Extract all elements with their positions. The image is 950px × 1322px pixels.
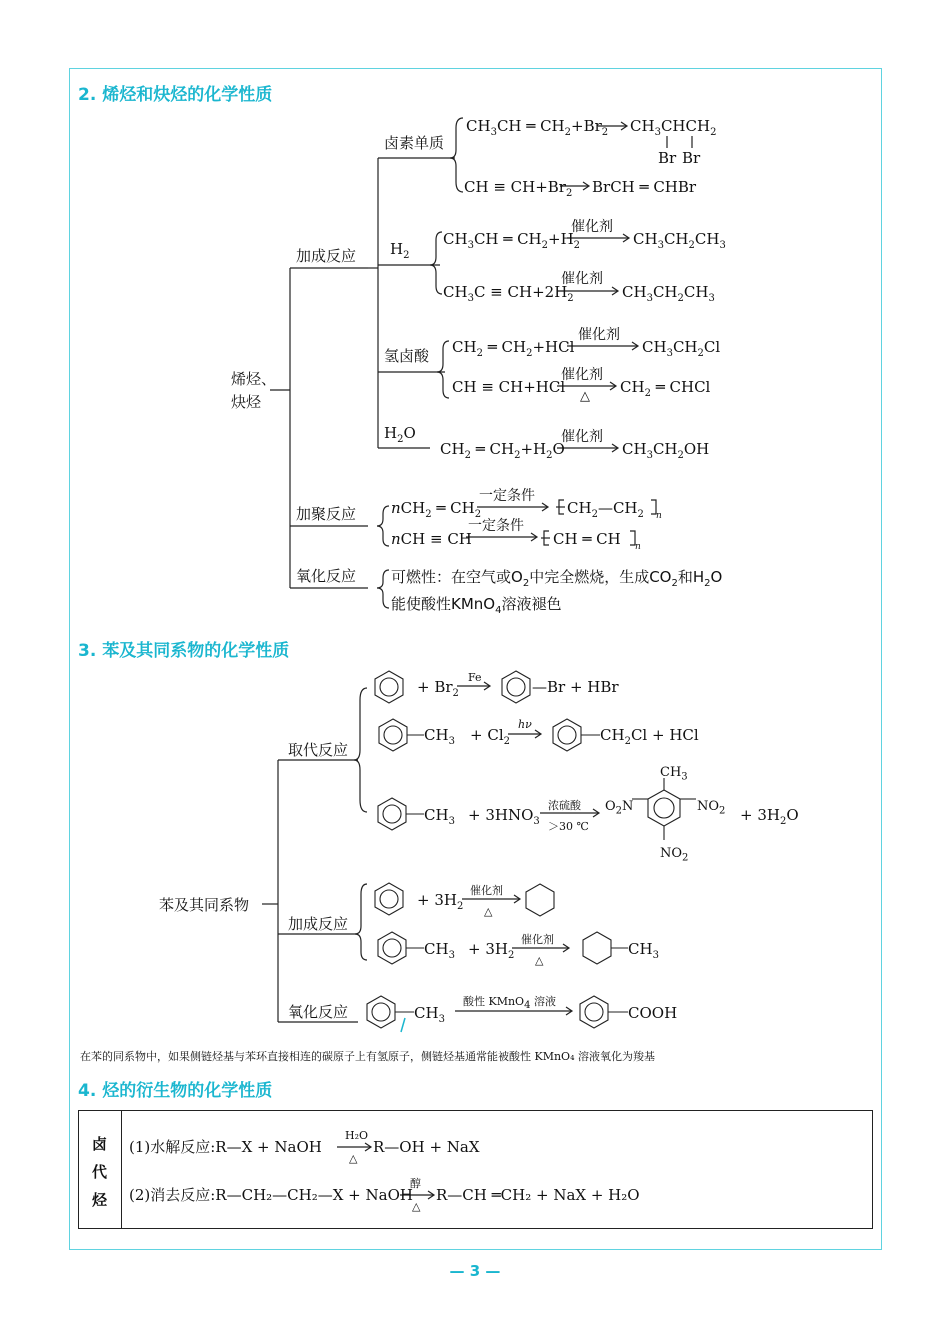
eq-ethene-hcl-product: $CH_3CH_2Cl$ [642,338,721,359]
polymer-label: 加聚反应 [296,505,357,523]
benzene-note: 在苯的同系物中，如果侧链烃基与苯环直接相连的碳原子上有氢原子，侧链烃基通常能被酸性 KMnO₄ 溶液氧化为羧基 [80,1050,655,1063]
toluene-ch3-2: $CH_3$ [424,806,455,827]
fe-cond: Fe [468,671,482,684]
tnt-no2-bottom: $NO_2$ [660,846,689,864]
benzene-addition-label: 加成反应 [288,915,349,933]
eq-ethene-hcl: $CH_2$ ═ $CH_2+HCl$ [452,338,575,359]
br-sub-1: Br [658,149,677,167]
toluene-ch3-3: $CH_3$ [424,940,455,961]
eq-polymer-ethene-product: $CH_2—CH_2$ [567,499,644,520]
haloalkane-table [78,1110,873,1229]
bromobenzene-product: —Br + HBr [532,678,619,696]
conc-h2so4-cond: 浓硫酸 [548,799,581,812]
benzoic-acid-product: COOH [628,1004,678,1022]
heat-b-2: △ [535,954,544,967]
plus-3h2-2: + $3H_2$ [468,940,515,961]
label-char-1: 卤 [92,1135,108,1153]
eq-polymer-acetylene-product: CH ═ CH [553,530,621,548]
eq-acetylene-br2-product: BrCH ═ CHBr [592,178,697,196]
hydrolysis-products: R—OH + NaX [373,1138,480,1156]
catalyst-label-5: 催化剂 [561,429,603,445]
oxidation-line-1: 可燃性：在空气或$O_2$中完全燃烧，生成$CO_2$和$H_2O$ [391,568,723,589]
label-char-2: 代 [92,1163,108,1181]
eq-acetylene-br2: CH ≡ $CH+Br_2$ [464,178,573,199]
hx-label: 氢卤酸 [384,347,430,365]
hv-cond: hν [518,718,532,731]
catalyst-b-1: 催化剂 [470,884,503,897]
tnt-no2-right: $NO_2$ [697,799,726,817]
section-title-benzene: 3. 苯及其同系物的化学性质 [78,641,290,661]
eq-ethene-h2o: $CH_2$ ═ $CH_2+H_2O$ [440,440,565,461]
plus-cl2: + $Cl_2$ [470,726,510,747]
toluene-ch3-4: $CH_3$ [414,1004,445,1025]
elimination-reactants: (2)消去反应:R—CH₂—CH₂—X + NaOH [129,1186,413,1204]
alkene-root-2: 炔烃 [231,393,262,411]
catalyst-label-2: 催化剂 [561,271,603,287]
eq-acetylene-hcl-product: $CH_2$ ═ CHCl [620,378,711,399]
catalyst-label-4: 催化剂 [561,367,603,383]
eq-propene-br2-product: $CH_3CHCH_2$ [630,117,717,138]
oxidation-label: 氧化反应 [296,567,357,585]
polymer-cond-1: 一定条件 [479,488,535,504]
benzyl-chloride-product: $CH_2Cl$ + HCl [600,726,699,747]
eq-ethene-h2o-product: $CH_3CH_2OH$ [622,440,710,461]
elimination-cond: 醇 [410,1177,421,1190]
halogen-label: 卤素单质 [384,134,445,152]
plus-3h2-1: + $3H_2$ [417,891,464,912]
eq-polymer-acetylene: nCH ≡ CH [391,530,472,548]
catalyst-b-2: 催化剂 [521,933,554,946]
eq-propyne-h2: $CH_3C \equiv CH+2H_2$ [443,283,574,304]
kmno4-cond: 酸性 KMnO$_4$ 溶液 [463,995,556,1012]
hydrolysis-reactants: (1)水解反应:R—X + NaOH [129,1138,322,1156]
label-char-3: 烃 [92,1191,108,1209]
h2o-label: $H_2O$ [384,424,416,445]
highlight-mark [401,1018,405,1032]
eq-propyne-h2-product: $CH_3CH_2CH_3$ [622,283,715,304]
plus-hno3: + $3HNO_3$ [468,806,540,827]
hydrolysis-cond: H₂O [345,1129,369,1142]
eq-propene-h2: $CH_3CH$ ═ $CH_2+H_2$ [443,230,581,251]
section-title-derivatives: 4. 烃的衍生物的化学性质 [78,1081,273,1101]
elimination-products: R—CH ═CH₂ + NaX + H₂O [436,1186,640,1204]
alkene-root: 烯烃、 [231,370,277,388]
page-number: — 3 — [449,1262,501,1280]
toluene-ch3-1: $CH_3$ [424,726,455,747]
catalyst-label-3: 催化剂 [578,327,620,343]
substitution-label: 取代反应 [288,741,349,759]
tnt-o2n: $O_2N$ [605,799,634,817]
plus-br2: + $Br_2$ [417,678,459,699]
elimination-heat: △ [412,1200,421,1213]
br-sub-2: Br [682,149,701,167]
plus-3h2o: + $3H_2O$ [740,806,799,827]
oxidation-line-2: 能使酸性KMnO$_4$溶液褪色 [391,595,562,616]
eq-polymer-ethene: nCH$_2$ ═ $CH_2$ [391,499,482,520]
polymer-n-2: n [635,542,641,552]
tnt-ch3: $CH_3$ [660,765,688,783]
section-title-alkene: 2. 烯烃和炔烃的化学性质 [78,85,273,105]
heat-b-1: △ [484,905,493,918]
haloalkane-label-cell [79,1111,122,1228]
methylcyclohexane-ch3: $CH_3$ [628,940,659,961]
polymer-n-1: n [656,511,662,521]
benzene-oxidation-label: 氧化反应 [288,1003,349,1021]
heat-label-1: △ [580,389,590,404]
addition-label: 加成反应 [296,247,357,265]
polymer-cond-2: 一定条件 [468,518,524,534]
eq-propene-br2: $CH_3CH$ ═ $CH_2+Br_2$ [466,117,609,138]
eq-acetylene-hcl: CH ≡ CH+HCl [452,378,566,396]
hydrolysis-heat: △ [349,1152,358,1165]
h2-label: $H_2$ [390,240,410,261]
benzene-root: 苯及其同系物 [159,896,250,914]
catalyst-label-1: 催化剂 [571,219,613,235]
eq-propene-h2-product: $CH_3CH_2CH_3$ [633,230,726,251]
temp-cond: ＞30 ℃ [548,820,589,833]
